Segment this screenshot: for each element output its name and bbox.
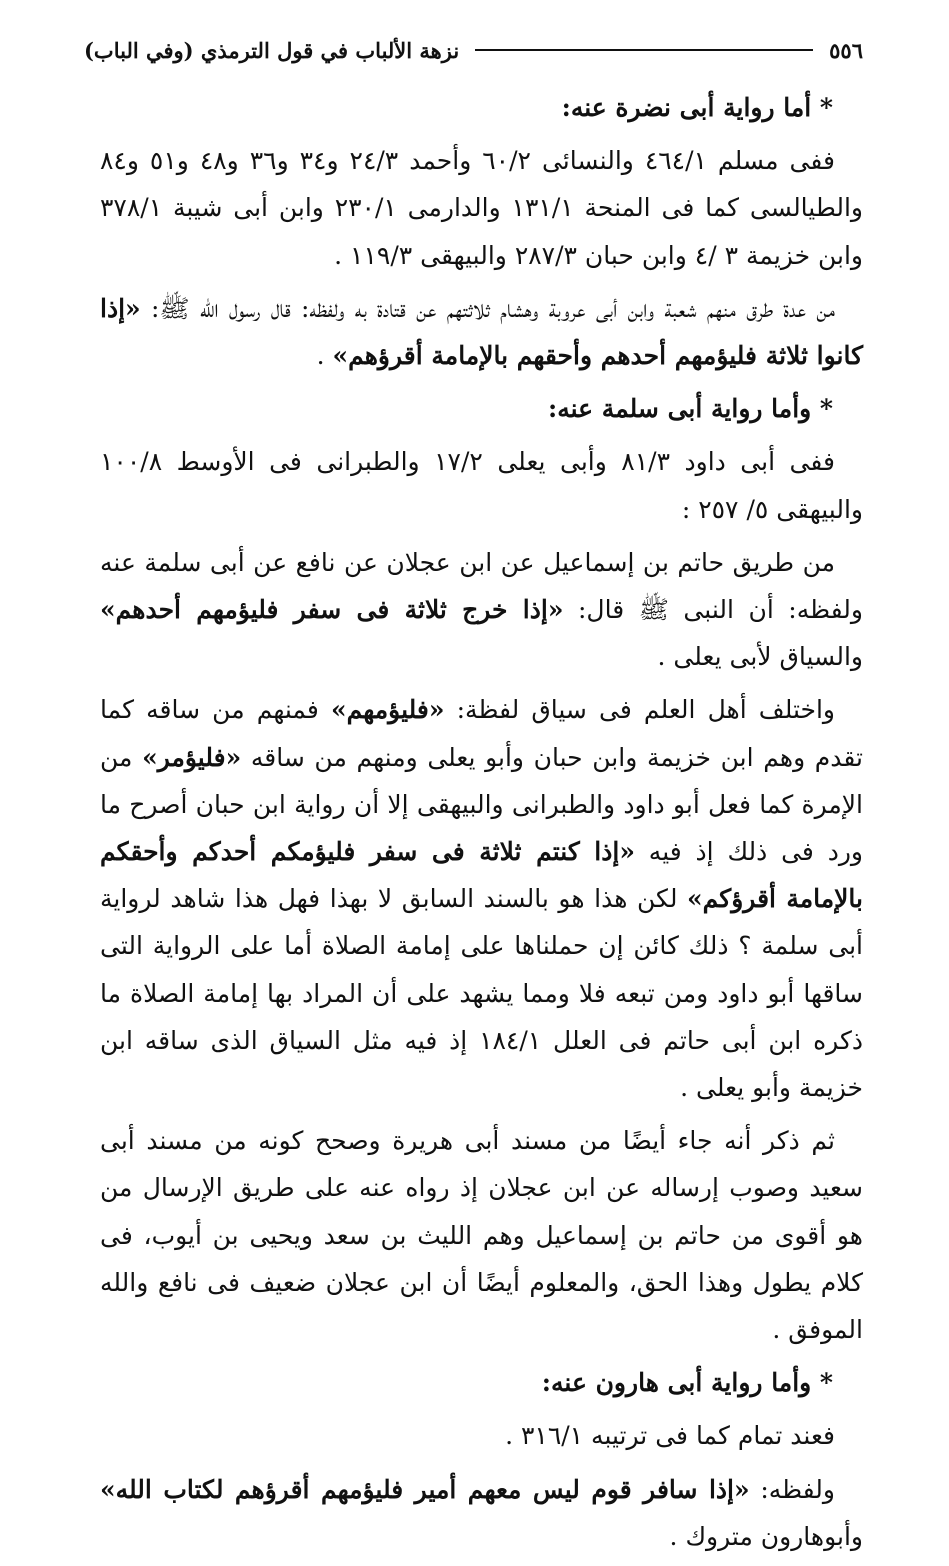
body-paragraph	[100, 137, 863, 279]
text-segment: واختلف أهل العلم فى سياق لفظة:	[444, 695, 835, 725]
body-paragraph	[100, 686, 863, 1111]
bold-quote-segment: «إذا خرج ثلاثة فى سفر فليؤمهم أحدهم»	[100, 595, 564, 625]
text-segment: وأبوهارون متروك .	[669, 1521, 863, 1551]
text-segment: ففى مسلم ٤٦٤/١ والنسائى ٦٠/٢ وأحمد ٢٤/٣ و٣٤ و٣٦ و٤٨ و٥١ و٨٤ والطيالسى كما فى المنحة ١٣١/١ والدارمى ٢٣٠/١ وابن أبى شيبة ٣٧٨/١ وابن خزيمة ٣ /٤ وابن حبان ٢٨٧/٣ والبيهقى ١١٩/٣ .	[100, 146, 863, 270]
body-paragraph	[100, 285, 863, 379]
page-header	[84, 32, 863, 68]
text-segment: من عدة طرق منهم شعبة وابن أبى عروبة وهشام ثلاثتهم عن قتادة به ولفظه: قال رسول الله ﷺ:	[140, 293, 835, 323]
header-rule	[475, 49, 813, 51]
section-heading	[100, 1359, 863, 1406]
bold-quote-segment: «فليؤمهم»	[330, 695, 445, 725]
text-segment: فمنهم من ساقه كما تقدم وهم ابن خزيمة وابن حبان وأبو يعلى ومنهم من ساقه	[100, 695, 863, 772]
text-segment: والسياق لأبى يعلى .	[657, 642, 863, 672]
page-number: ٥٥٦	[829, 37, 863, 63]
section-heading	[100, 84, 863, 131]
text-segment: من طريق حاتم بن إسماعيل عن ابن عجلان عن نافع عن أبى سلمة عنه ولفظه: أن النبى ﷺ قال:	[100, 547, 863, 625]
bold-quote-segment: «إذا كنتم ثلاثة فى سفر فليؤمكم أحدكم وأحقكم بالإمامة أقرؤكم»	[100, 837, 863, 914]
bold-quote-segment: * وأما رواية أبى هارون عنه:	[541, 1368, 833, 1398]
bold-quote-segment: «إذا كانوا ثلاثة فليؤمهم أحدهم وأحقهم بالإمامة أقرؤهم»	[100, 293, 863, 371]
page-body	[100, 84, 863, 1566]
body-paragraph	[100, 539, 863, 681]
bold-quote-segment: * وأما رواية أبى سلمة عنه:	[548, 394, 833, 424]
body-paragraph	[100, 1117, 863, 1353]
section-heading	[100, 385, 863, 432]
text-segment: .	[316, 341, 333, 371]
running-title: نزهة الألباب في قول الترمذي (وفي الباب)	[84, 37, 460, 63]
text-segment: فعند تمام كما فى ترتيبه ٣١٦/١ .	[505, 1421, 835, 1451]
text-segment: من الإمرة كما فعل أبو داود والطبرانى والبيهقى إلا أن رواية ابن حبان أصرح ما ورد فى ذلك إذ فيه	[100, 742, 863, 867]
text-segment: ثم ذكر أنه جاء أيضًا من مسند أبى هريرة وصحح كونه من مسند أبى سعيد وصوب إرساله عن ابن عجلان إذ رواه عنه على طريق الإرسال من هو أقوى من حاتم بن إسماعيل وهم الليث بن سعد ويحيى بن أيوب، فى كلام يطول وهذا الحق، والمعلوم أيضًا أن ابن عجلان ضعيف فى نافع والله الموفق .	[100, 1126, 863, 1345]
bold-quote-segment: * أما رواية أبى نضرة عنه:	[561, 93, 833, 122]
text-segment: لكن هذا هو بالسند السابق لا بهذا فهل هذا شاهد لرواية أبى سلمة ؟ ذلك كائن إن حملناها على إمامة الصلاة أما على الرواية التى ساقها أبو داود ومن تبعه فلا ومما يشهد على أن المراد بها إمامة الصلاة ما ذكره ابن أبى حاتم فى العلل ١٨٤/١ إذ فيه مثل السياق الذى ساقه ابن خزيمة وأبو يعلى .	[100, 884, 863, 1103]
body-paragraph	[100, 1412, 863, 1459]
text-segment: ولفظه:	[749, 1474, 835, 1504]
body-paragraph	[100, 438, 863, 532]
bold-quote-segment: «فليؤمر»	[142, 742, 242, 772]
body-paragraph	[100, 1466, 863, 1560]
bold-quote-segment: «إذا سافر قوم ليس معهم أمير فليؤمهم أقرؤهم لكتاب الله»	[100, 1474, 750, 1504]
text-segment: ففى أبى داود ٨١/٣ وأبى يعلى ١٧/٢ والطبرانى فى الأوسط ١٠٠/٨ والبيهقى ٥/ ٢٥٧ :	[100, 447, 863, 524]
